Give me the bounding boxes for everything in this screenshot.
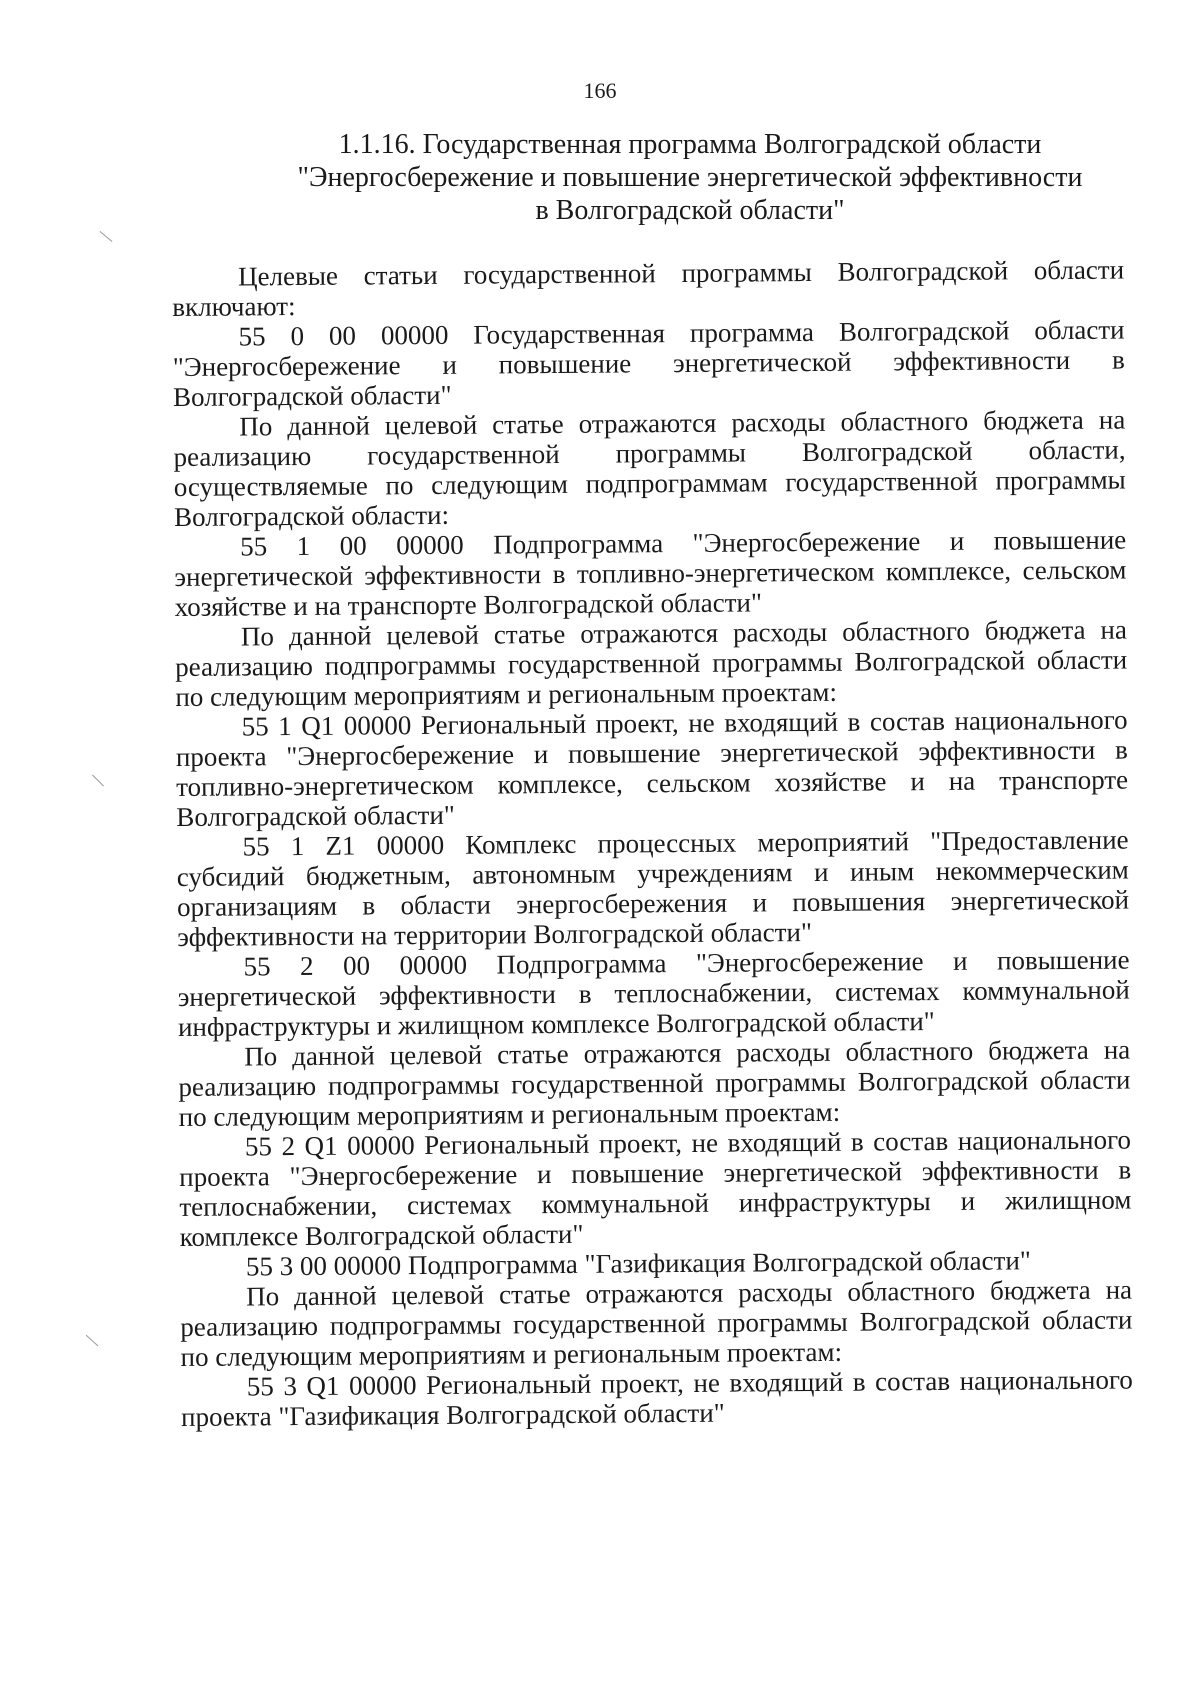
target-article-item: 55 1 Q1 00000 Региональный проект, не входящий в состав национального проекта "Энергосбережение и повышение энергетической эффективности в топливно-энергетическом комплексе, сельском хозяйстве и на транспорте Волгоградской области": [175, 704, 1129, 832]
document-body: [172, 255, 1133, 1432]
paragraph: По данной целевой статье отражаются расходы областного бюджета на реализацию государственной программы Волгоградской области, осуществляемые по следующим подпрограммам государственной программы Волгоградской области:: [173, 404, 1126, 532]
target-article-item: 55 0 00 00000 Государственная программа Волгоградской области "Энергосбережение и повышение энергетической эффективности в Волгоградской области": [172, 314, 1125, 412]
page-number: 166: [583, 78, 617, 103]
scan-mark: [100, 231, 113, 242]
paragraph: По данной целевой статье отражаются расходы областного бюджета на реализацию подпрограммы государственной программы Волгоградской области по следующим мероприятиям и региональным проектам:: [178, 1034, 1131, 1132]
target-article-item: 55 2 00 00000 Подпрограмма "Энергосбережение и повышение энергетической эффективности в теплоснабжении, системах коммунальной инфраструктуры и жилищном комплексе Волгоградской области": [177, 944, 1130, 1042]
target-article-item: 55 3 Q1 00000 Региональный проект, не входящий в состав национального проекта "Газификация Волгоградской области": [180, 1364, 1133, 1432]
section-title-line: "Энергосбережение и повышение энергетической эффективности: [297, 162, 1083, 193]
target-article-item: 55 1 Z1 00000 Комплекс процессных мероприятий "Предоставление субсидий бюджетным, автономным учреждениям и иным некоммерческим организациям в области энергосбережения и повышения энергетической эффективности на территории Волгоградской области": [176, 824, 1130, 952]
scan-mark: [86, 1335, 99, 1346]
paragraph: Целевые статьи государственной программы Волгоградской области включают:: [172, 254, 1125, 322]
target-article-item: 55 1 00 00000 Подпрограмма "Энергосбережение и повышение энергетической эффективности в топливно-энергетическом комплексе, сельском хозяйстве и на транспорте Волгоградской области": [174, 524, 1127, 622]
section-title-line: в Волгоградской области": [535, 195, 845, 226]
scan-mark: [92, 774, 104, 786]
target-article-item: 55 2 Q1 00000 Региональный проект, не входящий в состав национального проекта "Энергосбережение и повышение энергетической эффективности в теплоснабжении, системах коммунальной инфраструктуры и жилищном комплексе Волгоградской области": [179, 1124, 1132, 1252]
section-title-line: 1.1.16. Государственная программа Волгоградской области: [338, 129, 1042, 160]
target-article-item: 55 3 00 00000 Подпрограмма "Газификация Волгоградской области": [245, 1245, 1031, 1282]
paragraph: По данной целевой статье отражаются расходы областного бюджета на реализацию подпрограммы государственной программы Волгоградской области по следующим мероприятиям и региональным проектам:: [175, 614, 1128, 712]
section-title: [250, 128, 1130, 227]
paragraph: По данной целевой статье отражаются расходы областного бюджета на реализацию подпрограммы государственной программы Волгоградской области по следующим мероприятиям и региональным проектам:: [180, 1274, 1133, 1372]
